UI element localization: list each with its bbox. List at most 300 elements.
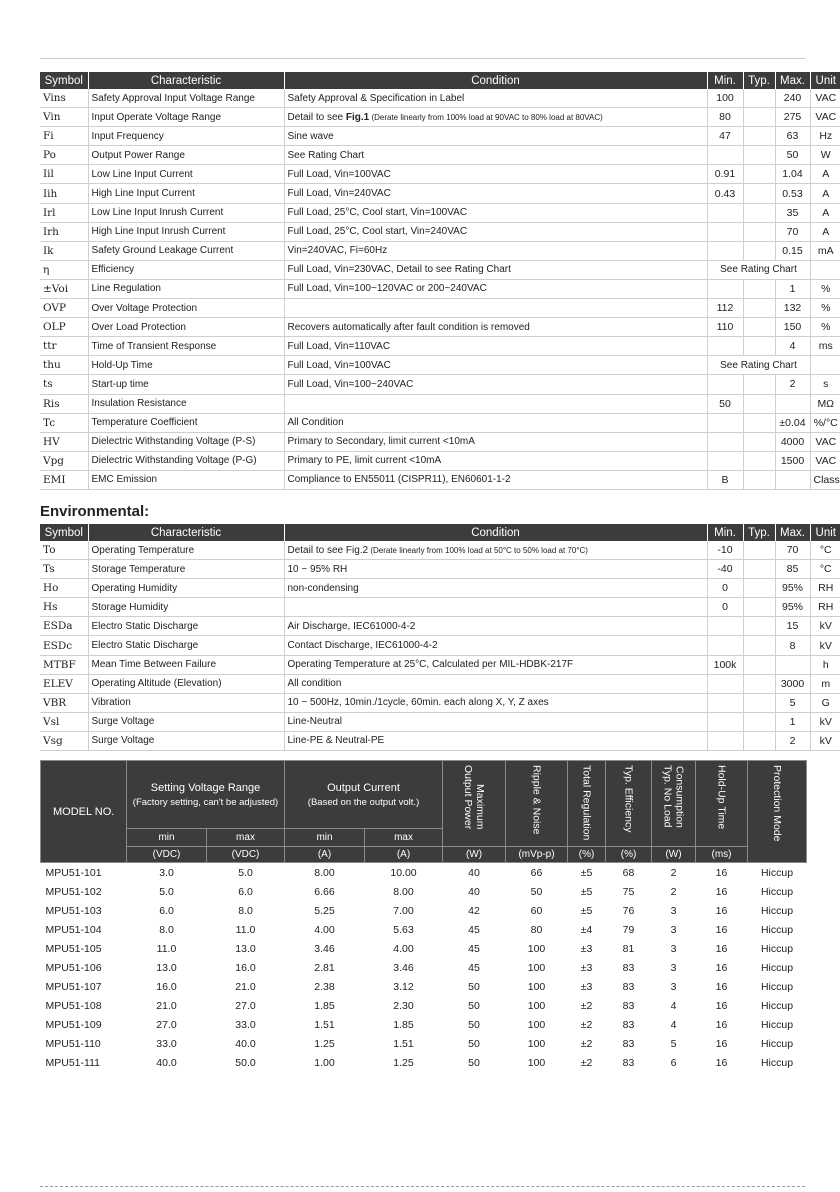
max-cell: 275 — [775, 108, 810, 127]
no-load-cell: 3 — [670, 942, 677, 955]
efficiency-cell: 83 — [622, 1037, 635, 1050]
characteristic-cell: Line Regulation — [88, 279, 284, 298]
symbol-cell: Irl — [40, 203, 88, 222]
total-regulation-cell: ±2 — [580, 999, 593, 1012]
unit-cell: RH — [810, 598, 840, 617]
characteristic-cell: Input Frequency — [88, 127, 284, 146]
min-cell — [707, 146, 743, 165]
max-cell: 0.53 — [775, 184, 810, 203]
max-cell: 70 — [775, 222, 810, 241]
typ-cell — [743, 560, 775, 579]
min-cell — [707, 432, 743, 451]
header-typ: Typ. — [743, 72, 775, 89]
min-cell — [707, 451, 743, 470]
header-no-load-consumption — [652, 761, 696, 847]
condition-cell: Full Load, Vin=100VAC — [284, 165, 707, 184]
current-max-cell: 4.00 — [393, 942, 414, 955]
symbol-cell: ttr — [40, 337, 88, 356]
symbol-cell: Vsg — [40, 731, 88, 750]
header-condition: Condition — [284, 524, 707, 541]
protection-cell: Hiccup — [760, 999, 794, 1012]
characteristic-cell: Safety Approval Input Voltage Range — [88, 89, 284, 108]
spec-row — [40, 184, 840, 203]
typ-efficiency-label: Typ. Efficiency — [622, 765, 635, 833]
condition-cell: non-condensing — [284, 579, 707, 598]
spec-row — [40, 222, 840, 241]
units-row — [41, 847, 807, 863]
hold-up-cell: 16 — [715, 999, 728, 1012]
min-cell — [707, 617, 743, 636]
unit-cell: A — [810, 184, 840, 203]
hold-up-cell: 16 — [715, 923, 728, 936]
max-power-cell: 45 — [468, 961, 480, 974]
spec-row — [40, 279, 840, 298]
model-row — [41, 939, 807, 958]
condition-cell: Full Load, 25°C, Cool start, Vin=100VAC — [284, 203, 707, 222]
symbol-cell: HV — [40, 432, 88, 451]
protection-cell: Hiccup — [760, 942, 794, 955]
input-specs-table — [40, 72, 840, 490]
symbol-cell: η — [40, 260, 88, 279]
symbol-cell: ESDa — [40, 617, 88, 636]
model-row — [41, 882, 807, 901]
symbol-cell: ts — [40, 375, 88, 394]
max-cell: 1 — [775, 279, 810, 298]
hold-up-cell: 16 — [715, 961, 728, 974]
max-cell: 63 — [775, 127, 810, 146]
condition-cell: Full Load, Vin=240VAC — [284, 184, 707, 203]
typ-cell — [743, 222, 775, 241]
efficiency-cell: 83 — [622, 961, 635, 974]
spec-row — [40, 241, 840, 260]
spec-row — [40, 674, 840, 693]
max-cell: 4 — [775, 337, 810, 356]
typ-cell — [743, 598, 775, 617]
unit-cell: MΩ — [810, 394, 840, 413]
max-cell: 240 — [775, 89, 810, 108]
max-cell: 35 — [775, 203, 810, 222]
typ-cell — [743, 693, 775, 712]
model-row — [41, 1034, 807, 1053]
characteristic-cell: Surge Voltage — [88, 712, 284, 731]
max-power-cell: 40 — [468, 885, 480, 898]
min-cell — [707, 693, 743, 712]
voltage-max-cell: 6.0 — [238, 885, 253, 898]
unit-cell: VAC — [810, 432, 840, 451]
unit-cell: A — [810, 165, 840, 184]
characteristic-cell: Output Power Range — [88, 146, 284, 165]
spec-row — [40, 299, 840, 318]
unit-header-2: (A) — [285, 847, 365, 863]
ripple-noise-cell: 100 — [527, 1018, 546, 1031]
total-regulation-cell: ±4 — [580, 923, 593, 936]
voltage-min-cell: 6.0 — [159, 904, 174, 917]
typ-cell — [743, 108, 775, 127]
symbol-cell: Irh — [40, 222, 88, 241]
condition-cell: 10 ~ 95% RH — [284, 560, 707, 579]
efficiency-cell: 83 — [622, 999, 635, 1012]
noload-line-2: Consumption — [673, 765, 686, 828]
spec-row — [40, 731, 840, 750]
model-table-body — [41, 863, 807, 1073]
symbol-cell: To — [40, 541, 88, 560]
unit-cell: % — [810, 318, 840, 337]
max-cell: 4000 — [775, 432, 810, 451]
typ-cell — [743, 165, 775, 184]
unit-cell: ms — [810, 337, 840, 356]
efficiency-cell: 76 — [622, 904, 635, 917]
input-specs-header — [40, 72, 840, 89]
bottom-rule — [40, 1186, 805, 1187]
no-load-cell: 3 — [670, 904, 677, 917]
total-regulation-cell: ±2 — [580, 1056, 593, 1069]
header-max: Max. — [775, 72, 810, 89]
current-max-cell: 10.00 — [390, 866, 417, 879]
total-regulation-cell: ±2 — [580, 1037, 593, 1050]
symbol-cell: Vin — [40, 108, 88, 127]
condition-cell: See Rating Chart — [284, 146, 707, 165]
output-current-title: Output Current — [327, 781, 400, 794]
hold-up-cell: 16 — [715, 904, 728, 917]
typ-cell — [743, 203, 775, 222]
typ-cell — [743, 451, 775, 470]
unit-cell: VAC — [810, 108, 840, 127]
ripple-noise-cell: 100 — [527, 1056, 546, 1069]
no-load-cell: 2 — [670, 866, 677, 879]
typ-cell — [743, 279, 775, 298]
unit-header-6: (%) — [568, 847, 606, 863]
condition-cell: All Condition — [284, 413, 707, 432]
characteristic-cell: Over Voltage Protection — [88, 299, 284, 318]
characteristic-cell: Input Operate Voltage Range — [88, 108, 284, 127]
condition-cell: All condition — [284, 674, 707, 693]
condition-cell: Full Load, Vin=100~120VAC or 200~240VAC — [284, 279, 707, 298]
no-load-cell: 3 — [670, 961, 677, 974]
typ-cell — [743, 470, 775, 489]
efficiency-cell: 75 — [622, 885, 635, 898]
header-protection-mode — [748, 761, 807, 863]
spec-row — [40, 260, 840, 279]
hold-up-cell: 16 — [715, 885, 728, 898]
min-cell — [707, 731, 743, 750]
protection-cell: Hiccup — [760, 1018, 794, 1031]
header-symbol: Symbol — [40, 524, 88, 541]
typ-cell — [743, 636, 775, 655]
model-row — [41, 1053, 807, 1072]
protection-cell: Hiccup — [760, 961, 794, 974]
condition-cell — [284, 541, 707, 560]
min-cell — [707, 222, 743, 241]
characteristic-cell: Time of Transient Response — [88, 337, 284, 356]
characteristic-cell: Insulation Resistance — [88, 394, 284, 413]
min-cell — [707, 375, 743, 394]
model-no-cell: MPU51-104 — [45, 923, 102, 936]
no-load-cell: 6 — [670, 1056, 677, 1069]
symbol-cell: Tc — [40, 413, 88, 432]
unit-cell: kV — [810, 636, 840, 655]
current-max-cell: 3.46 — [393, 961, 414, 974]
environmental-body — [40, 541, 840, 751]
min-cell: 0 — [707, 598, 743, 617]
current-min-cell: 6.66 — [314, 885, 335, 898]
characteristic-cell: Dielectric Withstanding Voltage (P-G) — [88, 451, 284, 470]
condition-cell: Air Discharge, IEC61000-4-2 — [284, 617, 707, 636]
protection-cell: Hiccup — [760, 1056, 794, 1069]
symbol-cell: Po — [40, 146, 88, 165]
current-max-cell: 1.85 — [393, 1018, 414, 1031]
voltage-min-cell: 8.0 — [159, 923, 174, 936]
condition-cell: Compliance to EN55011 (CISPR11), EN60601-1-2 — [284, 470, 707, 489]
max-cell: 150 — [775, 318, 810, 337]
current-min-cell: 5.25 — [314, 904, 335, 917]
header-output-current — [285, 761, 443, 829]
typ-cell — [743, 655, 775, 674]
header-max: Max. — [775, 524, 810, 541]
min-cell — [707, 674, 743, 693]
current-min-cell: 1.25 — [314, 1037, 335, 1050]
hold-up-time-label: Hold-Up Time — [715, 765, 728, 830]
spec-row — [40, 165, 840, 184]
min-cell: 80 — [707, 108, 743, 127]
voltage-min-cell: 16.0 — [156, 980, 177, 993]
header-typ-efficiency — [606, 761, 652, 847]
ripple-noise-cell: 66 — [530, 866, 543, 879]
total-regulation-cell: ±5 — [580, 904, 593, 917]
header-total-regulation — [568, 761, 606, 847]
unit-header-4: (W) — [443, 847, 506, 863]
max-cell: 5 — [775, 693, 810, 712]
unit-header-0: (VDC) — [127, 847, 207, 863]
unit-cell: Class — [810, 470, 840, 489]
max-cell: 3000 — [775, 674, 810, 693]
condition-text: Detail to see Fig.2 — [287, 544, 369, 556]
max-power-cell: 50 — [468, 1018, 480, 1031]
model-no-cell: MPU51-111 — [45, 1056, 100, 1069]
symbol-cell: Iil — [40, 165, 88, 184]
voltage-max-cell: 33.0 — [235, 1018, 256, 1031]
characteristic-cell: Temperature Coefficient — [88, 413, 284, 432]
min-cell: 110 — [707, 318, 743, 337]
condition-cell: Full Load, Vin=110VAC — [284, 337, 707, 356]
model-no-cell: MPU51-102 — [45, 885, 102, 898]
symbol-cell: Hs — [40, 598, 88, 617]
min-cell: 112 — [707, 299, 743, 318]
model-table — [40, 760, 807, 1072]
max-power-cell: 50 — [468, 980, 480, 993]
spec-row — [40, 127, 840, 146]
min-cell: 0 — [707, 579, 743, 598]
symbol-cell: Iih — [40, 184, 88, 203]
protection-cell: Hiccup — [760, 980, 794, 993]
voltage-min-cell: 21.0 — [156, 999, 177, 1012]
voltage-min-cell: 27.0 — [156, 1018, 177, 1031]
voltage-max-cell: 21.0 — [235, 980, 256, 993]
hold-up-cell: 16 — [715, 866, 728, 879]
characteristic-cell: Operating Altitude (Elevation) — [88, 674, 284, 693]
characteristic-cell: Hold-Up Time — [88, 356, 284, 375]
hold-up-cell: 16 — [715, 1037, 728, 1050]
ripple-noise-label: Ripple & Noise — [530, 765, 543, 835]
current-min-cell: 3.46 — [314, 942, 335, 955]
typ-cell — [743, 146, 775, 165]
typ-cell — [743, 184, 775, 203]
condition-cell: Line-PE & Neutral-PE — [284, 731, 707, 750]
characteristic-cell: Storage Humidity — [88, 598, 284, 617]
unit-cell: % — [810, 279, 840, 298]
min-cell — [707, 241, 743, 260]
model-row — [41, 901, 807, 920]
unit-cell — [810, 356, 840, 375]
unit-cell: kV — [810, 731, 840, 750]
no-load-cell: 4 — [670, 1018, 677, 1031]
min-cell — [707, 712, 743, 731]
header-voltage-max: max — [207, 829, 285, 847]
unit-cell: mA — [810, 241, 840, 260]
spec-row — [40, 655, 840, 674]
setting-voltage-note: (Factory setting, can't be adjusted) — [132, 796, 279, 808]
condition-cell: Full Load, Vin=230VAC, Detail to see Rating Chart — [284, 260, 707, 279]
efficiency-cell: 83 — [622, 1018, 635, 1031]
unit-cell: %/°C — [810, 413, 840, 432]
voltage-max-cell: 13.0 — [235, 942, 256, 955]
spec-row — [40, 579, 840, 598]
model-row — [41, 996, 807, 1015]
unit-cell: A — [810, 203, 840, 222]
header-min: Min. — [707, 72, 743, 89]
ripple-noise-cell: 100 — [527, 980, 546, 993]
condition-text: Detail to see — [287, 111, 346, 123]
characteristic-cell: Operating Humidity — [88, 579, 284, 598]
spec-row — [40, 712, 840, 731]
voltage-min-cell: 5.0 — [159, 885, 174, 898]
voltage-max-cell: 16.0 — [235, 961, 256, 974]
condition-cell: Operating Temperature at 25°C, Calculated per MIL-HDBK-217F — [284, 655, 707, 674]
unit-cell: kV — [810, 617, 840, 636]
noload-line-1: Typ. No Load — [661, 765, 674, 828]
min-cell: 50 — [707, 394, 743, 413]
max-cell: 70 — [775, 541, 810, 560]
unit-cell: s — [810, 375, 840, 394]
characteristic-cell: Surge Voltage — [88, 731, 284, 750]
spec-row — [40, 146, 840, 165]
max-cell — [775, 470, 810, 489]
spec-row — [40, 470, 840, 489]
spec-row — [40, 541, 840, 560]
efficiency-cell: 81 — [622, 942, 635, 955]
total-regulation-cell: ±3 — [580, 980, 593, 993]
derating-note: (Derate linearly from 100% load at 90VAC to 80% load at 80VAC) — [369, 112, 603, 122]
spec-row — [40, 394, 840, 413]
model-no-cell: MPU51-105 — [45, 942, 102, 955]
max-cell: 95% — [775, 598, 810, 617]
ripple-noise-cell: 100 — [527, 942, 546, 955]
max-cell: 132 — [775, 299, 810, 318]
spec-row — [40, 413, 840, 432]
voltage-max-cell: 27.0 — [235, 999, 256, 1012]
max-power-cell: 42 — [468, 904, 480, 917]
typ-cell — [743, 674, 775, 693]
characteristic-cell: Low Line Input Current — [88, 165, 284, 184]
unit-cell: VAC — [810, 451, 840, 470]
condition-cell: Primary to Secondary, limit current <10mA — [284, 432, 707, 451]
condition-cell: Line-Neutral — [284, 712, 707, 731]
characteristic-cell: Start-up time — [88, 375, 284, 394]
voltage-min-cell: 33.0 — [156, 1037, 177, 1050]
unit-header-8: (W) — [652, 847, 696, 863]
symbol-cell: MTBF — [40, 655, 88, 674]
current-min-cell: 1.85 — [314, 999, 335, 1012]
spec-row — [40, 375, 840, 394]
power-line-2: Output Power — [462, 765, 475, 830]
min-cell: 100k — [707, 655, 743, 674]
min-cell — [707, 413, 743, 432]
unit-cell: G — [810, 693, 840, 712]
derating-note: (Derate linearly from 100% load at 50°C to 50% load at 70°C) — [368, 545, 588, 555]
unit-cell: °C — [810, 560, 840, 579]
max-cell — [775, 394, 810, 413]
min-cell: 0.91 — [707, 165, 743, 184]
condition-cell — [284, 108, 707, 127]
total-regulation-cell: ±5 — [580, 885, 593, 898]
typ-cell — [743, 394, 775, 413]
min-cell — [707, 337, 743, 356]
model-no-cell: MPU51-109 — [45, 1018, 102, 1031]
protection-cell: Hiccup — [760, 923, 794, 936]
power-line-1: Maximum — [474, 783, 487, 830]
total-regulation-cell: ±3 — [580, 942, 593, 955]
symbol-cell: Fi — [40, 127, 88, 146]
hold-up-cell: 16 — [715, 1018, 728, 1031]
characteristic-cell: Storage Temperature — [88, 560, 284, 579]
min-cell: B — [707, 470, 743, 489]
header-voltage-min: min — [127, 829, 207, 847]
symbol-cell: OLP — [40, 318, 88, 337]
header-ripple-noise — [506, 761, 568, 847]
spec-row — [40, 89, 840, 108]
symbol-cell: Ho — [40, 579, 88, 598]
model-no-cell: MPU51-110 — [45, 1037, 101, 1050]
protection-cell: Hiccup — [760, 1037, 794, 1050]
current-max-cell: 1.25 — [393, 1056, 414, 1069]
unit-cell: RH — [810, 579, 840, 598]
condition-cell: Contact Discharge, IEC61000-4-2 — [284, 636, 707, 655]
model-row — [41, 958, 807, 977]
typ-cell — [743, 413, 775, 432]
unit-header-1: (VDC) — [207, 847, 285, 863]
model-no-cell: MPU51-108 — [45, 999, 102, 1012]
symbol-cell: Ts — [40, 560, 88, 579]
max-cell: 0.15 — [775, 241, 810, 260]
min-cell: 47 — [707, 127, 743, 146]
unit-cell: °C — [810, 541, 840, 560]
spec-row — [40, 560, 840, 579]
symbol-cell: ESDc — [40, 636, 88, 655]
current-max-cell: 2.30 — [393, 999, 414, 1012]
characteristic-cell: Safety Ground Leakage Current — [88, 241, 284, 260]
model-row — [41, 1015, 807, 1034]
max-power-cell: 50 — [468, 999, 480, 1012]
spec-row — [40, 356, 840, 375]
current-max-cell: 3.12 — [393, 980, 414, 993]
voltage-min-cell: 3.0 — [159, 866, 174, 879]
symbol-cell: OVP — [40, 299, 88, 318]
condition-cell: Full Load, Vin=100~240VAC — [284, 375, 707, 394]
no-load-cell: 3 — [670, 923, 677, 936]
ripple-noise-cell: 100 — [527, 1037, 546, 1050]
typ-cell — [743, 432, 775, 451]
characteristic-cell: EMC Emission — [88, 470, 284, 489]
symbol-cell: Vsl — [40, 712, 88, 731]
